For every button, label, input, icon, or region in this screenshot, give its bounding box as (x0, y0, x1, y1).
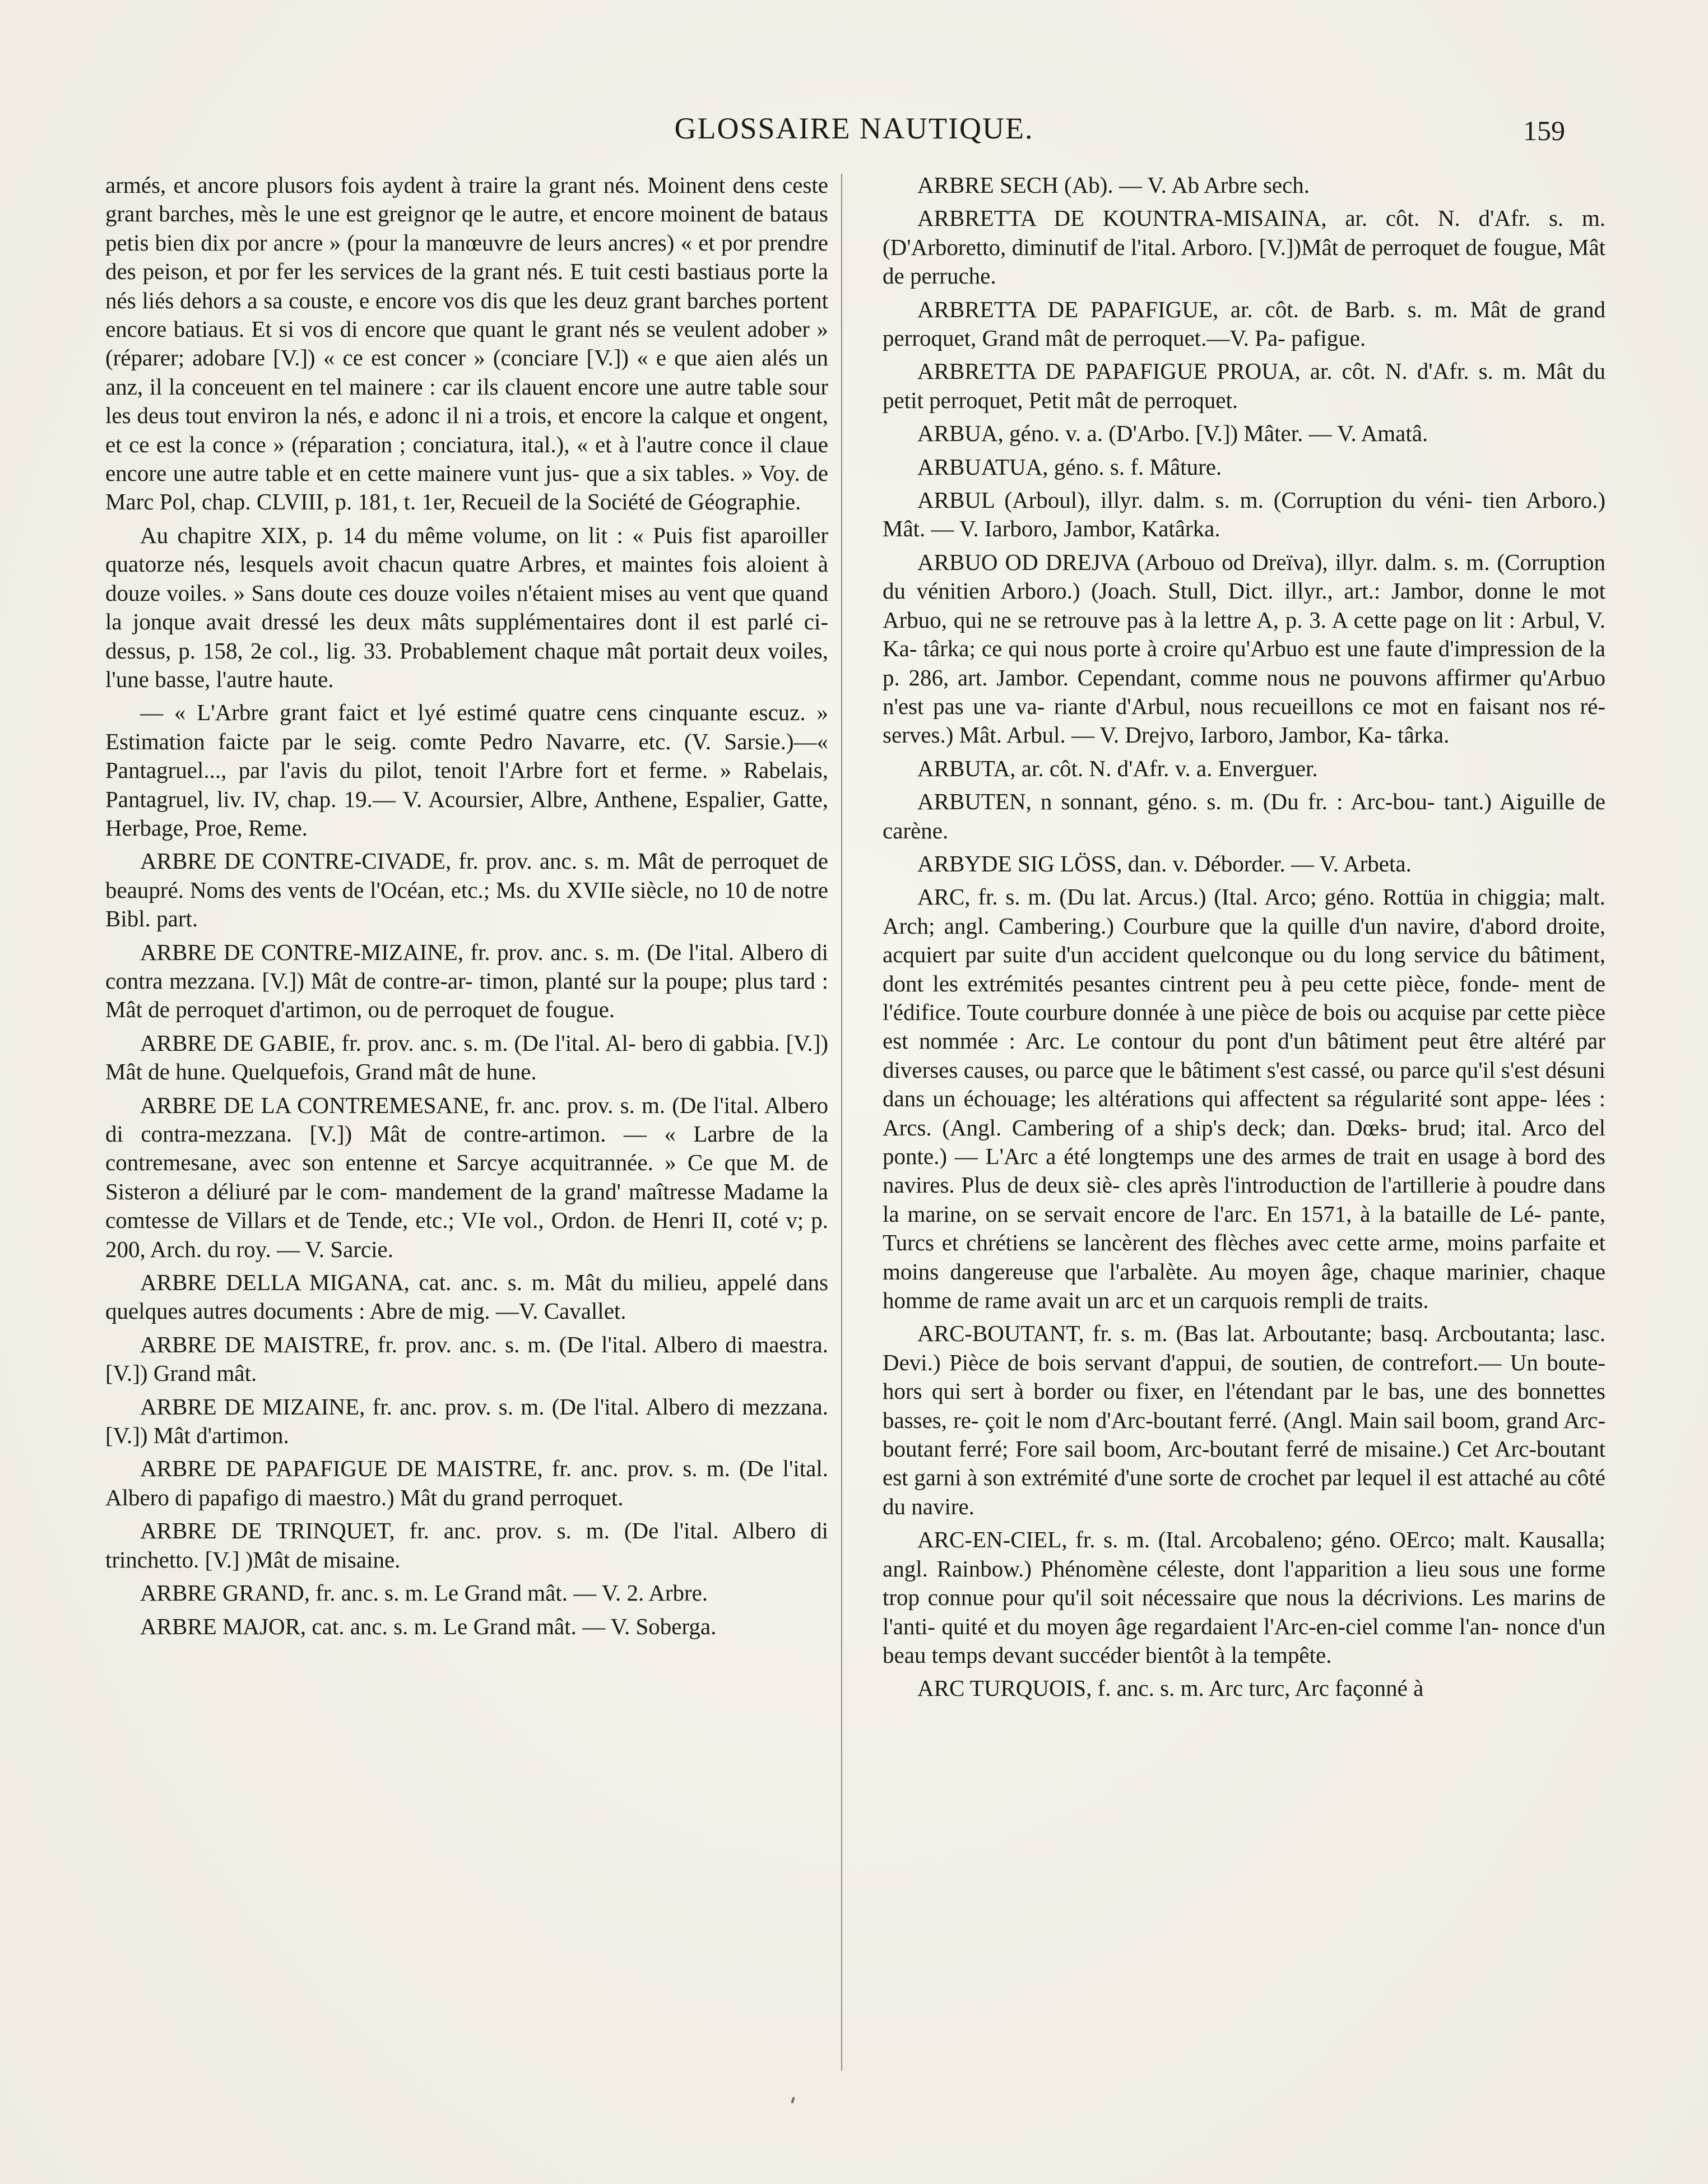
text-line: escuz. » Estimation faicte par le seig. comte Pedro Navarre, etc. (105, 699, 828, 754)
text-line: in chiggia; malt. Arch; angl. Cambering.) Courbure que la (883, 884, 1605, 939)
entry-paragraph (883, 419, 1605, 448)
text-line: d'un bâtiment peut être altéré par diverses causes, ou parce que (883, 1028, 1605, 1083)
entry-paragraph (883, 1319, 1605, 1521)
text-line: ARBRE MAJOR, cat. anc. s. m. Le Grand mât. — V. (140, 1613, 636, 1639)
entry-paragraph (883, 357, 1605, 415)
text-line: Albero di trinchetto. [V.] )Mât de misaine. (105, 1518, 828, 1573)
entry-paragraph (883, 787, 1605, 845)
text-line: ARC-BOUTANT, fr. s. m. (Bas lat. Arboutante; basq. (917, 1320, 1436, 1347)
text-line: p. 200, Arch. du roy. — V. Sarcie. (105, 1207, 828, 1262)
text-line: ARBUO OD DREJVA (Arbouo od Dreïva), illyr. dalm. s. (917, 549, 1466, 575)
text-line: on se servait encore de l'arc. En 1571, à la bataille de Lé- (985, 1200, 1550, 1227)
text-line: ARBRE DE GABIE, fr. prov. anc. s. m. (De l'ital. Al- (140, 1030, 642, 1056)
text-line: de misaine.) Cet Arc-boutant est garni à son extrémité d'une (883, 1436, 1605, 1491)
text-line: çoit le nom d'Arc-boutant ferré. (Angl. Main sail boom, (985, 1407, 1506, 1433)
text-line: acquise par cette pièce est nommée : Arc. Le contour du pont (883, 999, 1606, 1054)
text-line: — « Larbre de la contremesane, avec son entenne et Sarcye (105, 1121, 828, 1176)
text-line: Albero di mezzana. [V.]) Mât d'artimon. (105, 1393, 828, 1449)
text-line: ARBRE DE CONTRE-CIVADE, fr. prov. anc. s. m. Mât (140, 848, 683, 874)
entry-paragraph (883, 486, 1605, 544)
text-line: la conce » (réparation ; conciatura, ital.), « et à l'autre conce (189, 431, 760, 457)
text-line: mandement de la grand' maîtresse Madame la comtesse de (105, 1178, 829, 1234)
entry-paragraph (105, 1091, 828, 1264)
left-text-column (105, 171, 828, 1645)
text-line: Proe, Reme. (194, 814, 308, 841)
text-line: târka; ce qui nous porte à croire qu'Arbuo est une faute (923, 636, 1438, 662)
entry-paragraph (105, 1393, 828, 1450)
text-line: s. m. (De l'ital. Albero di papafigo di maestro.) Mât du grand (105, 1455, 828, 1510)
text-line: armes de trait en usage à bord des navires. Plus de deux siè- (883, 1143, 1606, 1198)
entry-paragraph (883, 1525, 1605, 1670)
text-line: ci-dessus, p. 158, 2e col., lig. 33. Probablement chaque (105, 609, 828, 664)
text-line: adobare [V.]) « ce est concer » (conciare [V.]) « e que aien (192, 345, 762, 371)
entry-paragraph (105, 1029, 828, 1087)
entry-paragraph (883, 883, 1605, 1315)
text-line: un arc et un carquois rempli de traits. (1087, 1287, 1429, 1314)
text-line: fort et ferme. » Rabelais, Pantagruel, liv. IV, chap. 19.— (105, 757, 828, 812)
text-line: fist aparoiller quatorze nés, lesquels avoit chacun quatre (105, 522, 828, 577)
text-line: perroquet de fougue, Mât de perruche. (883, 234, 1605, 289)
text-line: Albero di maestra. [V.]) Grand mât. (105, 1331, 828, 1387)
text-line: ARBRETTA DE PAPAFIGUE PROUA, ar. côt. N. (917, 358, 1417, 384)
text-line: encore que quant le grant nés se veulent adober » (réparer; (105, 316, 828, 371)
text-line: ARC TURQUOIS, f. anc. s. m. Arc turc, Arc façonné à (917, 1675, 1424, 1701)
text-line: pante, Turcs et chrétiens se lancèrent des flèches avec cette (883, 1200, 1606, 1256)
text-line: târka. (1398, 722, 1450, 748)
text-line: ARBRE DELLA MIGANA, cat. anc. s. m. Mât du milieu, (140, 1269, 717, 1296)
text-line: — « L'Arbre grant faict et lyé estimé quatre cens cinquante (140, 699, 749, 726)
entry-paragraph (105, 1454, 828, 1512)
entry-paragraph (105, 938, 828, 1024)
text-line: serves.) Mât. Arbul. — V. Drejvo, Iarboro, Jambor, Ka- (883, 722, 1398, 748)
entry-paragraph (105, 1330, 828, 1388)
text-line: d'impression de la p. 286, art. Jambor. Cependant, comme (883, 636, 1605, 690)
text-line: Moinent dens ceste grant barches, mès le une est greignor (105, 172, 829, 227)
text-line: que a six tables. » Voy. de Marc Pol, chap. CLVIII, p. 181, (105, 460, 828, 515)
text-line: ARBRE DE LA CONTREMESANE, fr. anc. prov. s. m. (De (140, 1092, 713, 1118)
text-line: fixer, en l'étendant par le bas, une des bonnettes basses, re- (883, 1378, 1606, 1433)
column-divider (841, 174, 842, 2071)
text-line: mât portait deux voiles, l'une basse, l'autre haute. (105, 637, 829, 692)
page-number: 159 (1523, 115, 1565, 146)
entry-paragraph (105, 698, 828, 842)
text-line: ARC, fr. s. m. (Du lat. Arcus.) (Ital. Arco; géno. Rottüa (917, 884, 1452, 910)
text-line: arme, moins parfaite et moins dangereuse que l'arbalète. Au (883, 1230, 1606, 1285)
text-line: l'ital. Albero di contra-mezzana. [V.]) Mât de contre-artimon. (105, 1092, 828, 1147)
text-line: ARBRE DE MIZAINE, fr. anc. prov. s. m. (De l'ital. (140, 1393, 646, 1420)
text-line: malt. Kausalla; angl. Rainbow.) Phénomène céleste, dont (883, 1527, 1606, 1582)
entry-paragraph (105, 1517, 828, 1574)
text-line: ARBRE GRAND, fr. anc. s. m. Le Grand mât. — V. 2. (140, 1580, 649, 1606)
entry-paragraph (105, 521, 828, 694)
text-line: nous ne pouvons affirmer qu'Arbuo n'est pas une va- (883, 664, 1606, 719)
text-line: qe le autre, et encore moinent de bataus petis bien dix por (105, 201, 828, 256)
text-line: pafigue. (1291, 325, 1366, 351)
text-line: alés un anz, il la conceuent en tel mainere : car ils clauent (105, 345, 828, 400)
entry-paragraph (883, 548, 1605, 750)
text-line: V. Acoursier, Albre, Anthene, Espalier, Gatte, Herbage, (105, 786, 828, 841)
text-line: Villars et de Tende, etc.; VIe vol., Ordon. de Henri II, coté v; (225, 1207, 811, 1234)
text-line: s. m. (D'Arboretto, diminutif de l'ital. Arboro. [V.])Mât de (883, 205, 1605, 260)
text-line: tien Arboro.) Mât. — V. Iarboro, Jambor, Katârka. (883, 487, 1605, 542)
text-line: (V. Sarsie.)—« Pantagruel..., par l'avis du pilot, tenoit l'Arbre (105, 728, 828, 783)
text-line: ces douze voiles n'étaient mises au vent que quand la jonque (105, 579, 828, 635)
text-line: ARBRE DE CONTRE-MIZAINE, fr. prov. anc. s. m. (140, 939, 647, 965)
text-line: sorte de crochet par lequel il est attaché au côté du navire. (883, 1464, 1605, 1519)
text-line: ARBRE DE TRINQUET, fr. anc. prov. s. m. (De l'ital. (140, 1518, 732, 1544)
entry-paragraph (883, 295, 1605, 353)
text-line: soutien, de contrefort.— Un boute-hors qui sert à border ou (883, 1349, 1605, 1404)
text-line: ancre » (pour la manœuvre de leurs ancres) « et por prendre (273, 229, 828, 256)
text-line: adonc il ni a trois, et encore la calque et ongent, et ce est (105, 402, 828, 457)
text-line: quille d'un navire, d'abord droite, acquiert par suite d'un (883, 912, 1605, 968)
text-line: brud; ital. Arco del ponte.) — L'Arc a été longtemps une des (883, 1114, 1605, 1169)
text-line: riante d'Arbul, nous recueillons ce mot en faisant nos ré- (1053, 693, 1605, 719)
text-line: des peison, et por fer les services de la grant nés. E tuit cesti (105, 258, 677, 285)
text-line: Arbre. (648, 1580, 708, 1606)
text-line: avait dressé les deux mâts supplémentaires dont il est parlé (206, 609, 804, 635)
text-line: ARBRETTA DE KOUNTRA-MISAINA, ar. côt. N. d'Afr. (917, 205, 1549, 231)
text-line: ARBUA, géno. v. a. (D'Arbo. [V.]) Mâter. — V. Amatâ. (917, 420, 1428, 447)
entry-paragraph (883, 850, 1605, 878)
text-line: bastiaus porte la nés liés dehors a sa couste, e encore vos dis (105, 258, 828, 313)
right-text-column (883, 171, 1605, 1708)
text-line: d'Afr. s. m. Mât du petit perroquet, Petit mât de perroquet. (883, 358, 1605, 413)
text-line: bero di gabbia. [V.]) Mât de hune. Quelquefois, Grand mât (105, 1030, 829, 1085)
text-line: t. 1er, Recueil de la Société de Géographie. (403, 489, 801, 515)
entry-paragraph (105, 1579, 828, 1607)
text-line: Arbres, et maintes fois aloient à douze voiles. » Sans doute (105, 551, 828, 606)
text-line: de hune. (458, 1059, 537, 1085)
entry-paragraph (883, 204, 1605, 290)
text-line: Mât de grand perroquet, Grand mât de perroquet.—V. Pa- (883, 296, 1605, 351)
text-line: Soberga. (635, 1613, 717, 1639)
text-line: m. (Corruption du vénitien Arboro.) (Joach. Stull, Dict. (883, 549, 1606, 604)
text-line: pas à la lettre A, p. 3. A cette page on lit : Arbul, V. Ka- (883, 606, 1605, 662)
text-line: l'apparition a lieu sous une forme trop connue pour qu'il (883, 1555, 1605, 1611)
entry-paragraph (105, 1612, 828, 1641)
text-line: moyen âge, chaque marinier, chaque homme de rame avait (883, 1258, 1606, 1314)
entry-paragraph (883, 171, 1605, 200)
text-line: Arcboutanta; lasc. Devi.) Pièce de bois servant d'appui, de (883, 1320, 1605, 1375)
text-line: tant.) Aiguille de carène. (883, 789, 1605, 843)
text-line: les extrémités pesantes cintrent peu à peu cette pièce, fonde- (932, 970, 1529, 996)
running-title: GLOSSAIRE NAUTIQUE. (674, 112, 1034, 145)
entry-paragraph (883, 754, 1605, 783)
text-line: ment de l'édifice. Toute courbure donnée à une pièce de bois ou (883, 970, 1605, 1025)
text-line: cles après l'introduction de l'artillerie à poudre dans la marine, (883, 1172, 1605, 1227)
text-line: ARBYDE SIG LÖSS, dan. v. Déborder. — V. Arbeta. (917, 850, 1412, 877)
text-line: timon, planté sur la poupe; plus tard : Mât de perroquet (105, 967, 828, 1023)
text-line: armés, et ancore plusors fois aydent à traire la grant nés. (105, 172, 648, 198)
text-line: ARBUATUA, géno. s. f. Mâture. (917, 453, 1222, 480)
text-line: échouage; les altérations qui affectent sa régularité sont appe- (963, 1086, 1556, 1112)
text-line: nonce d'un beau temps devant succéder bientôt à la tempête. (883, 1613, 1605, 1668)
text-line: que les deuz grant barches portent encore batiaus. Et si vos di (105, 287, 828, 342)
entry-paragraph (883, 1674, 1605, 1703)
text-line: accident quelconque ou du long service du bâtiment, dont (883, 942, 1605, 996)
text-line: encore une autre table sour les deus tout environ la nés, e (105, 373, 828, 429)
text-line: ARC-EN-CIEL, fr. s. m. (Ital. Arcobaleno; géno. OErco; (917, 1527, 1464, 1553)
text-line: ARBRE DE MAISTRE, fr. prov. anc. s. m. (De l'ital. (140, 1331, 654, 1357)
entry-paragraph (105, 171, 828, 517)
text-line: d'artimon, ou de perroquet de fougue. (269, 996, 615, 1023)
text-line: il claue encore une autre table et en cette mainere vunt jus- (105, 431, 828, 486)
text-line: ARBUTEN, n sonnant, géno. s. m. (Du fr. : Arc-bou- (917, 789, 1444, 815)
text-line: acquitrannée. » Ce que M. de Sisteron a déliuré par le com- (105, 1149, 828, 1204)
text-line: lées : Arcs. (Angl. Cambering of a ship's deck; dan. Dœks- (883, 1086, 1605, 1140)
text-line: ARBRE DE PAPAFIGUE DE MAISTRE, fr. anc. prov. (140, 1455, 683, 1482)
entry-paragraph (105, 847, 828, 933)
text-line: (De l'ital. Albero di contra mezzana. [V.]) Mât de contre-ar- (105, 939, 828, 994)
text-line: grand Arc-boutant ferré; Fore sail boom, Arc-boutant ferré (883, 1407, 1605, 1462)
text-line: ARBRE SECH (Ab). — V. Ab Arbre sech. (917, 172, 1310, 198)
entry-paragraph (105, 1268, 828, 1326)
text-line: le bâtiment s'est cassé, ou parce qu'il s'est désuni dans un (883, 1056, 1605, 1112)
text-line: quité et du moyen âge regardaient l'Arc-en-ciel comme l'an- (941, 1613, 1506, 1639)
text-line: ARBUTA, ar. côt. N. d'Afr. v. a. Enverguer. (917, 755, 1318, 781)
text-line: Au chapitre XIX, p. 14 du même volume, on lit : « Puis (140, 522, 702, 548)
text-line: perroquet. (530, 1484, 624, 1510)
text-line: Ms. du XVIIe siècle, no 10 de notre Bibl. part. (105, 877, 828, 932)
ink-speck (791, 2097, 795, 2104)
text-line: appelé dans quelques autres documents : Abre de mig. —V. (105, 1269, 828, 1324)
text-line: soit nécessaire que nous la décrivions. Les marins de l'anti- (883, 1584, 1605, 1639)
text-line: de perroquet de beaupré. Noms des vents de l'Océan, etc.; (105, 848, 828, 903)
text-line: ARBRETTA DE PAPAFIGUE, ar. côt. de Barb. s. m. (917, 296, 1470, 322)
text-line: Cavallet. (544, 1298, 626, 1324)
text-line: ARBUL (Arboul), illyr. dalm. s. m. (Corruption du véni- (917, 487, 1483, 513)
text-line: illyr., art.: Jambor, donne le mot Arbuo, qui ne se retrouve (883, 578, 1605, 633)
entry-paragraph (883, 453, 1605, 481)
